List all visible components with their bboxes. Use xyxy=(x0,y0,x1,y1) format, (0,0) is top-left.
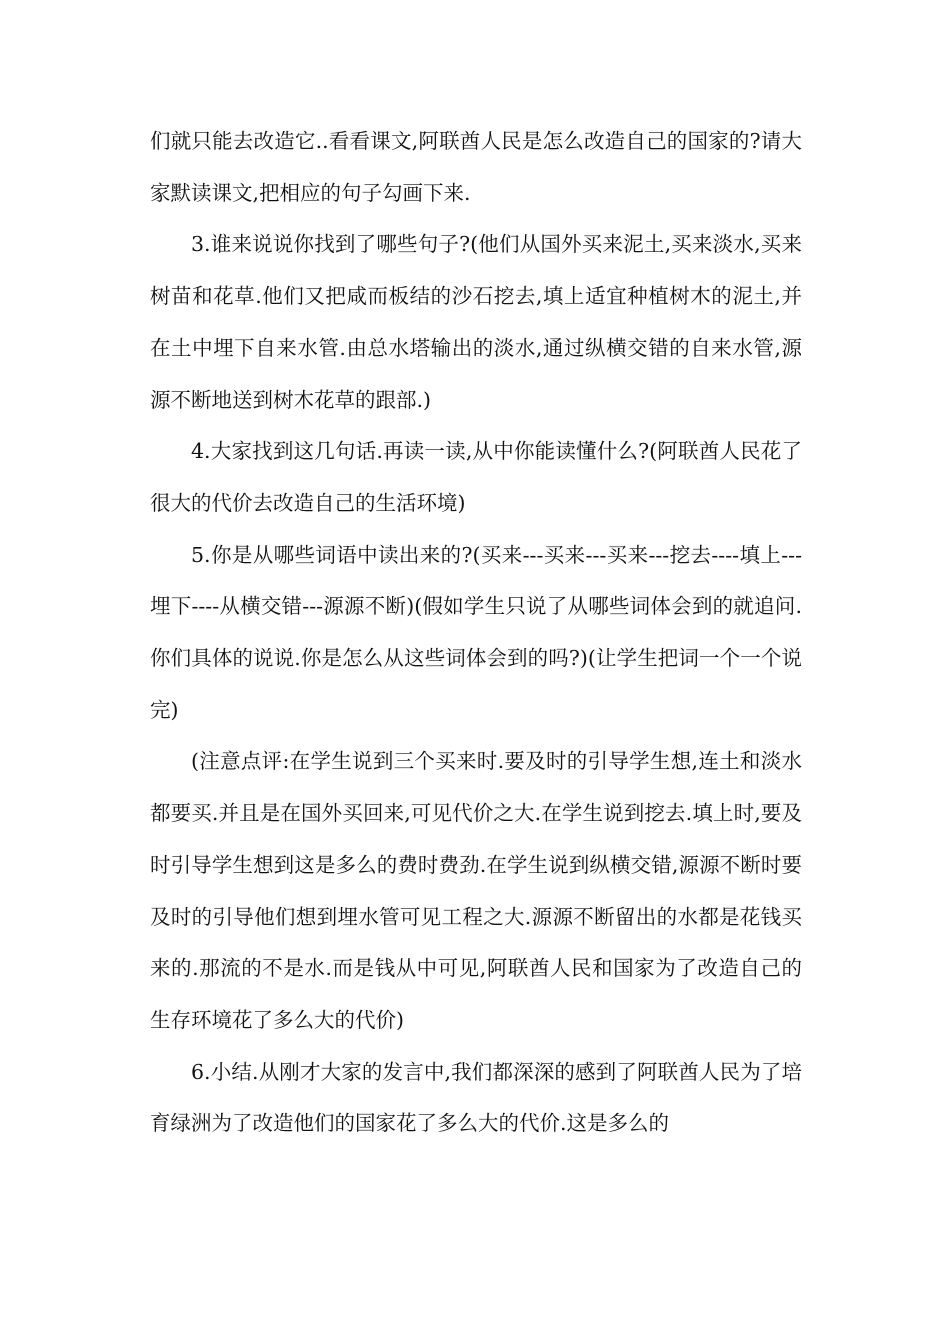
paragraph-step-5: 5.你是从哪些词语中读出来的?(买来---买来---买来---挖去----填上---埋下----从横交错---源源不断)(假如学生只说了从哪些词体会到的就追问.你们具体的说说.你是怎么从这些词体会到的吗?)(让学生把词一个一个说完) xyxy=(150,542,802,722)
paragraph-teaching-note: (注意点评:在学生说到三个买来时.要及时的引导学生想,连土和淡水都要买.并且是在国外买回来,可见代价之大.在学生说到挖去.填上时,要及时引导学生想到这是多么的费时费劲.在学生说到纵横交错,源源不断时要及时的引导他们想到埋水管可见工程之大.源源不断留出的水都是花钱买来的.那流的不是水.而是钱从中可见,阿联酋人民和国家为了改造自己的生存环境花了多么大的代价) xyxy=(150,749,802,1032)
document-body xyxy=(150,116,802,1150)
paragraph-continuation: 们就只能去改造它..看看课文,阿联酋人民是怎么改造自己的国家的?请大家默读课文,把相应的句子勾画下来. xyxy=(150,129,802,205)
paragraph-step-4: 4.大家找到这几句话.再读一读,从中你能读懂什么?(阿联酋人民花了很大的代价去改造自己的生活环境) xyxy=(150,439,802,515)
paragraph-step-3: 3.谁来说说你找到了哪些句子?(他们从国外买来泥土,买来淡水,买来树苗和花草.他们又把咸而板结的沙石挖去,填上适宜种植树木的泥土,并在土中埋下自来水管.由总水塔输出的淡水,通过纵横交错的自来水管,源源不断地送到树木花草的跟部.) xyxy=(150,232,802,412)
paragraph-step-6: 6.小结.从刚才大家的发言中,我们都深深的感到了阿联酋人民为了培育绿洲为了改造他们的国家花了多么大的代价.这是多么的 xyxy=(150,1059,802,1136)
